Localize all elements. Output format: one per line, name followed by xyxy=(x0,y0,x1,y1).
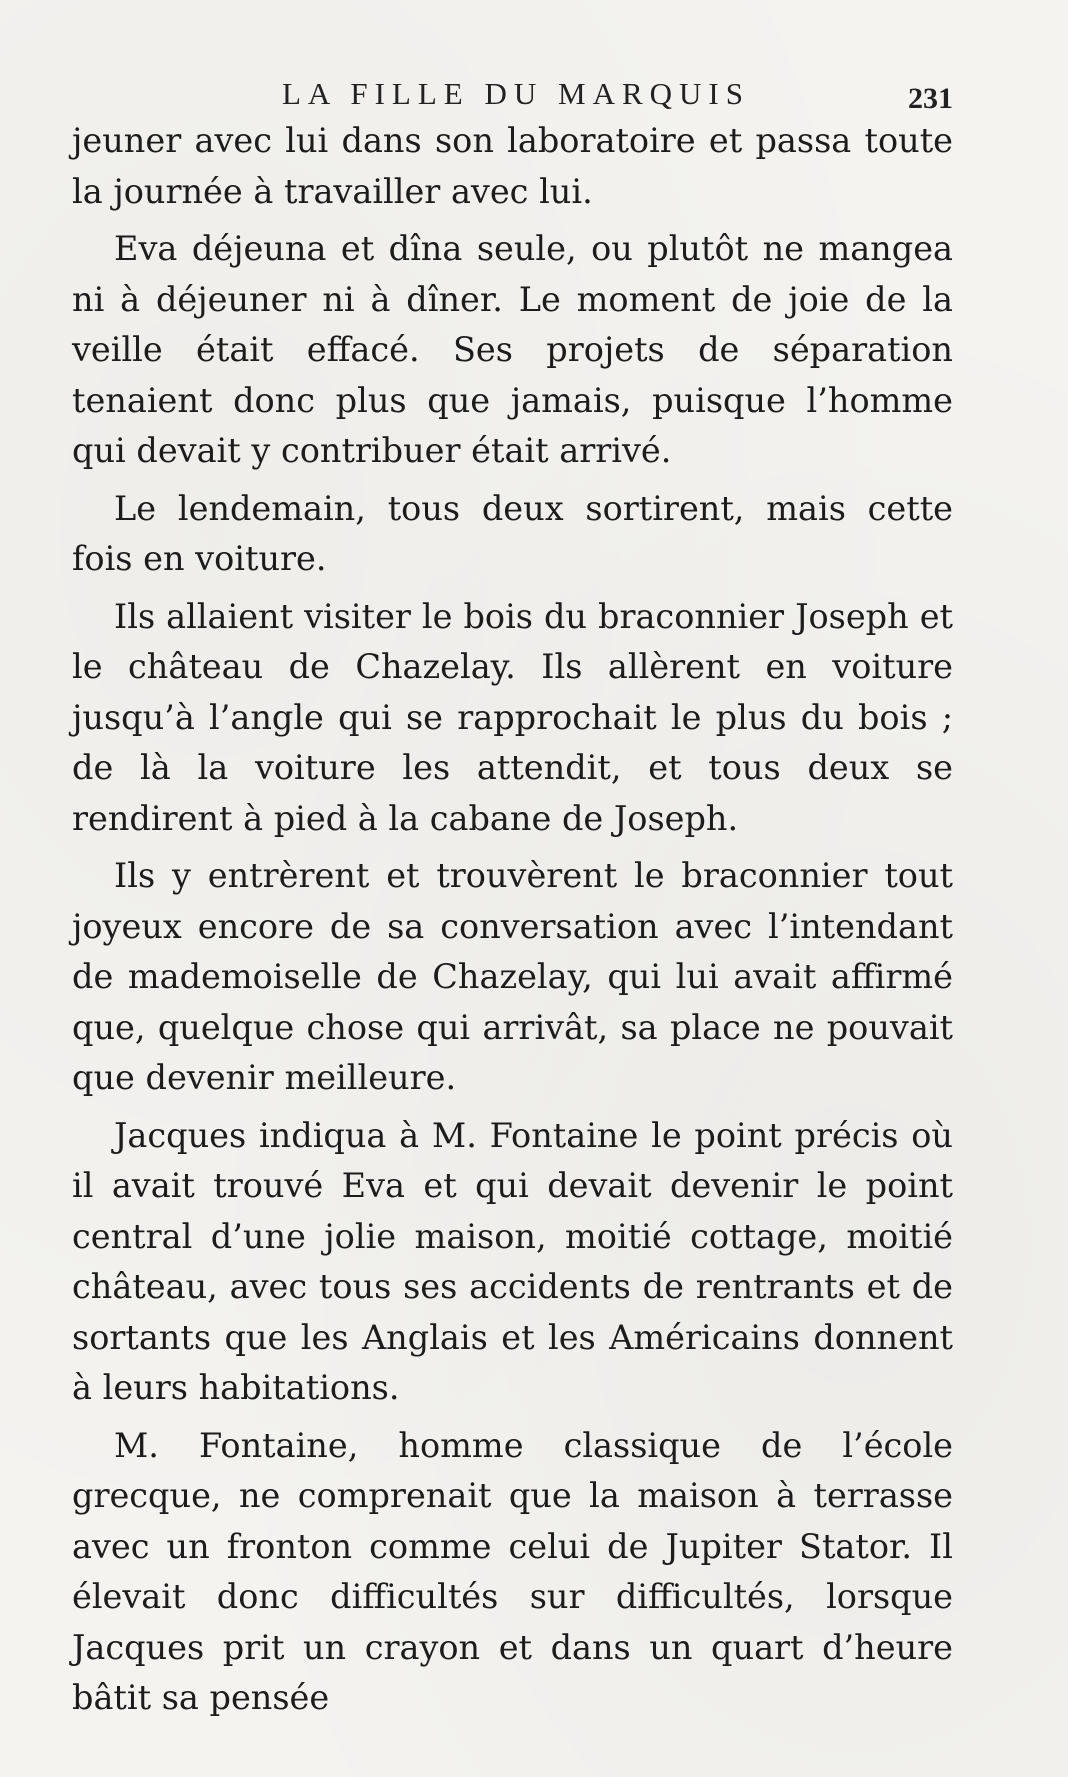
body-text xyxy=(72,116,953,1724)
paragraph: Ils allaient visiter le bois du braconnier Joseph et le château de Chazelay. Ils allèrent en voiture jusqu’à l’angle qui se rapprochait le plus du bois ; de là la voiture les attendit, et tous deux se rendirent à pied à la cabane de Joseph. xyxy=(72,596,953,838)
paragraph: Jacques indiqua à M. Fontaine le point précis où il avait trouvé Eva et qui devait devenir le point central d’une jolie maison, moitié cottage, moitié château, avec tous ses accidents de rentrants et de sortants que les Anglais et les Américains donnent à leurs habitations. xyxy=(72,1115,953,1407)
paragraph-continuation: jeuner avec lui dans son laboratoire et passa toute la journée à travailler avec lui. xyxy=(72,121,953,211)
page-number: 231 xyxy=(908,82,953,115)
paragraph: Ils y entrèrent et trouvèrent le braconnier tout joyeux encore de sa conversation avec l’intendant de mademoiselle de Chazelay, qui lui avait affirmé que, quelque chose qui arrivât, sa place ne pouvait que devenir meilleure. xyxy=(72,856,953,1097)
running-title: LA FILLE DU MARQUIS xyxy=(282,76,750,111)
paragraph: Le lendemain, tous deux sortirent, mais cette fois en voiture. xyxy=(72,488,953,578)
paragraph: M. Fontaine, homme classique de l’école grecque, ne comprenait que la maison à terrasse avec un fronton comme celui de Jupiter Stator. Il élevait donc difficultés sur difficultés, lorsque Jacques prit un crayon et dans un quart d’heure bâtit sa pensée xyxy=(72,1425,953,1717)
paragraph: Eva déjeuna et dîna seule, ou plutôt ne mangea ni à déjeuner ni à dîner. Le moment de joie de la veille était effacé. Ses projets de séparation tenaient donc plus que jamais, puisque l’homme qui devait y contribuer était arrivé. xyxy=(72,229,953,470)
running-head xyxy=(72,60,953,116)
